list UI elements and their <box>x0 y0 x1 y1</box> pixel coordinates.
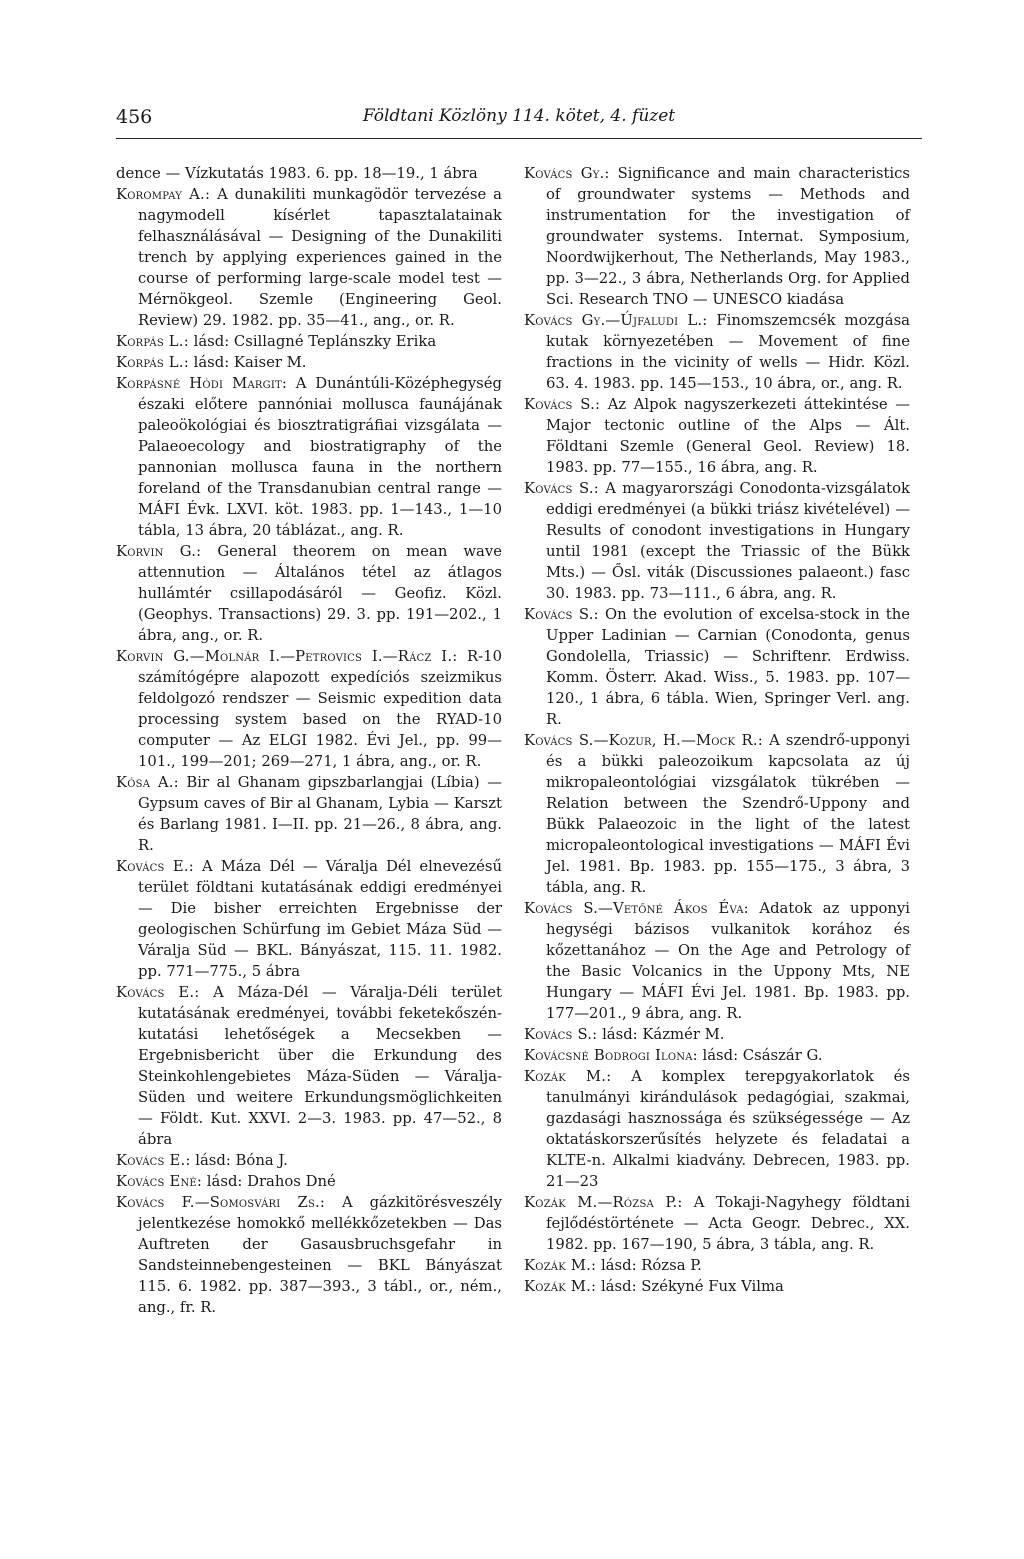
entry-text: A komplex terepgyakorlatok és tanulmányi kirándulások pedagógiai, szakmai, gazdasági hasznossága és szükségessége — Az oktatáskorszerűsítés helyzete és feladatai a KLTE-n. Alkalmi kiadvány. Debrecen, 1983. pp. 21—23 <box>546 1068 910 1190</box>
bibliography-entry <box>116 331 502 352</box>
entry-text: lásd: Kázmér M. <box>597 1026 725 1043</box>
entry-author: Kozák M.—Rózsa P.: <box>524 1194 683 1211</box>
entry-author: Kovácsné Bodrogi Ilona: <box>524 1047 698 1064</box>
entry-author: Kovács S.—Vetőné Ákos Éva: <box>524 900 749 917</box>
entry-author: Kovács F.—Somosvári Zs.: <box>116 1194 326 1211</box>
bibliography-entry <box>116 856 502 982</box>
entry-author: Korpás L.: <box>116 333 189 350</box>
entry-text: R-10 számítógépre alapozott expedíciós szeizmikus feldolgozó rendszer — Seismic expedition data processing system based on the RYAD-10 computer — Az ELGI 1982. Évi Jel., pp. 99—101., 199—201; 269—271, 1 ábra, ang., or. R. <box>138 648 502 770</box>
bibliography-entry <box>524 310 910 394</box>
entry-author: Kovács E.: <box>116 1152 191 1169</box>
bibliography-entry <box>116 352 502 373</box>
entry-text: lásd: Csillagné Teplánszky Erika <box>188 333 437 350</box>
entry-text: A Tokaji-Nagyhegy földtani fejlődéstörténete — Acta Geogr. Debrec., XX. 1982. pp. 167—190, 5 ábra, 3 tábla, ang. R. <box>546 1194 911 1253</box>
entry-text: lásd: Székyné Fux Vilma <box>596 1278 784 1295</box>
entry-text: Bir al Ghanam gipszbarlangjai (Líbia) — Gypsum caves of Bir al Ghanam, Lybia — Karszt és Barlang 1981. I—II. pp. 21—26., 8 ábra, ang. R. <box>138 774 502 854</box>
entry-author: Korompay A.: <box>116 186 211 203</box>
entry-author: Kósa A.: <box>116 774 179 791</box>
entry-text: A szendrő-upponyi és a bükki paleozoikum kapcsolata az új mikropaleontológiai vizsgálatok tükrében — Relation between the Szendrő-Uppony and Bükk Palaeozoic in the light of the latest micropaleontological investigations — MÁFI Évi Jel. 1981. Bp. 1983. pp. 155—175., 3 ábra, 3 tábla, ang. R. <box>546 732 910 896</box>
entry-text: lásd: Bóna J. <box>190 1152 288 1169</box>
entry-text: Finomszemcsék mozgása kutak környezetében — Movement of fine fractions in the vicinity of wells — Hidr. Közl. 63. 4. 1983. pp. 145—153., 10 ábra, or., ang. R. <box>546 312 910 392</box>
entry-text: On the evolution of excelsa-stock in the Upper Ladinian — Carnian (Conodonta, genus Gondolella, Triassic) — Schriftenr. Erdwiss. Komm. Österr. Akad. Wiss., 5. 1983. pp. 107—120., 1 ábra, 6 tábla. Wien, Springer Verl. ang. R. <box>546 606 910 728</box>
entry-text: lásd: Császár G. <box>697 1047 823 1064</box>
page-number: 456 <box>116 106 153 128</box>
entry-text: A gázkitörésveszély jelentkezése homokkő mellékkőzetekben — Das Auftreten der Gasausbruchsgefahr in Sandsteinnebengesteinen — BKL Bányászat 115. 6. 1982. pp. 387—393., 3 tábl., or., ném., ang., fr. R. <box>138 1194 502 1316</box>
entry-author: Kovács S.: <box>524 606 599 623</box>
bibliography-entry <box>524 604 910 730</box>
bibliography-entry <box>116 1171 502 1192</box>
bibliography-entry <box>116 646 502 772</box>
entry-text: A Dunántúli-Középhegység északi előtere pannóniai mollusca faunájának paleoökológiai és biosztratigráfiai vizsgálata — Palaeoecology and biostratigraphy of the pannonian mollusca fauna in the northern foreland of the Transdanubian central range — MÁFI Évk. LXVI. köt. 1983. pp. 1—143., 1—10 tábla, 13 ábra, 20 táblázat., ang. R. <box>138 375 503 539</box>
bibliography-entry <box>116 163 502 184</box>
entry-text: A Máza-Dél — Váralja-Déli terület kutatásának eredményei, további feketekőszén-kutatási lehetőségek a Mecsekben — Ergebnisbericht über die Erkundung des Steinkohlengebietes Máza-Süden — Váralja-Süden und weitere Erkundungsmöglichkeiten — Földt. Kut. XXVI. 2—3. 1983. pp. 47—52., 8 ábra <box>138 984 502 1148</box>
bibliography-entry <box>524 1276 910 1297</box>
bibliography-entry <box>524 478 910 604</box>
left-column <box>116 163 502 1318</box>
bibliography-entry <box>524 1024 910 1045</box>
bibliography-entry <box>524 163 910 310</box>
bibliography-entry <box>116 541 502 646</box>
entry-author: Kovács S.: <box>524 396 601 413</box>
entry-text: Adatok az upponyi hegységi bázisos vulkanitok korához és kőzettanához — On the Age and Petrology of the Basic Volcanics in the Uppony Mts, NE Hungary — MÁFI Évi Jel. 1981. Bp. 1983. pp. 177—201., 9 ábra, ang. R. <box>546 900 910 1022</box>
bibliography-entry <box>116 373 502 541</box>
bibliography-entry <box>524 1045 910 1066</box>
entry-author: Kozák M.: <box>524 1068 612 1085</box>
entry-text: A Máza Dél — Váralja Dél elnevezésű terület földtani kutatásának eddigi eredményei — Die bisher erreichten Ergebnisse der geologischen Schürfung im Gebiet Máza Süd — Váralja Süd — BKL. Bányászat, 115. 11. 1982. pp. 771—775., 5 ábra <box>138 858 502 980</box>
page-header <box>116 104 922 139</box>
right-column <box>524 163 910 1297</box>
running-title: Földtani Közlöny 114. kötet, 4. füzet <box>362 106 676 126</box>
bibliography-entry <box>116 772 502 856</box>
entry-author: Korvin G.—Molnár I.—Petrovics I.—Rácz I.: <box>116 648 458 665</box>
entry-text: Significance and main characteristics of groundwater systems — Methods and instrumentation for the investigation of groundwater systems. Internat. Symposium, Noordwijkerhout, The Netherlands, May 1983., pp. 3—22., 3 ábra, Netherlands Org. for Applied Sci. Research TNO — UNESCO kiadása <box>546 165 910 308</box>
entry-author: Korvin G.: <box>116 543 202 560</box>
bibliography-entry <box>524 1192 910 1255</box>
entry-author: Kozák M.: <box>524 1278 597 1295</box>
bibliography-entry <box>116 1150 502 1171</box>
entry-author: Kovács Gy.—Újfaludi L.: <box>524 312 708 329</box>
entry-author: Kovács E.: <box>116 984 200 1001</box>
entry-author: Korpásné Hódi Margit: <box>116 375 288 392</box>
bibliography-entry <box>524 730 910 898</box>
bibliography-entry <box>524 1255 910 1276</box>
entry-text: Az Alpok nagyszerkezeti áttekintése — Major tectonic outline of the Alps — Ált. Földtani Szemle (General Geol. Review) 18. 1983. pp. 77—155., 16 ábra, ang. R. <box>546 396 910 476</box>
entry-text: A dunakiliti munkagödör tervezése a nagymodell kísérlet tapasztalatainak felhasználásával — Designing of the Dunakiliti trench by applying experiences gained in the course of performing large-scale model test — Mérnökgeol. Szemle (Engineering Geol. Review) 29. 1982. pp. 35—41., ang., or. R. <box>138 186 502 329</box>
entry-author: Kovács S.—Kozur, H.—Mock R.: <box>524 732 763 749</box>
entry-author: Kovács Ené: <box>116 1173 203 1190</box>
entry-author: Kozák M.: <box>524 1257 597 1274</box>
entry-text: lásd: Kaiser M. <box>188 354 307 371</box>
entry-author: Korpás L.: <box>116 354 189 371</box>
entry-author: Kovács S.: <box>524 1026 598 1043</box>
bibliography-entry <box>524 1066 910 1192</box>
bibliography-entry <box>524 898 910 1024</box>
bibliography-entry <box>116 184 502 331</box>
bibliography-entry <box>116 1192 502 1318</box>
entry-text: lásd: Drahos Dné <box>202 1173 336 1190</box>
entry-author: Kovács S.: <box>524 480 599 497</box>
entry-author: Kovács Gy.: <box>524 165 610 182</box>
entry-text: dence — Vízkutatás 1983. 6. pp. 18—19., 1 ábra <box>116 165 478 182</box>
bibliography-entry <box>524 394 910 478</box>
bibliography-entry <box>116 982 502 1150</box>
entry-author: Kovács E.: <box>116 858 194 875</box>
entry-text: General theorem on mean wave attennution — Általános tétel az átlagos hullámtér csillapodásáról — Geofiz. Közl. (Geophys. Transactions) 29. 3. pp. 191—202., 1 ábra, ang., or. R. <box>138 543 502 644</box>
entry-text: A magyarországi Conodonta-vizsgálatok eddigi eredményei (a bükki triász kivételével) — Results of conodont investigations in Hungary until 1981 (except the Triassic of the Bükk Mts.) — Ősl. viták (Discussiones palaeont.) fasc 30. 1983. pp. 73—111., 6 ábra, ang. R. <box>546 480 910 602</box>
entry-text: lásd: Rózsa P. <box>596 1257 702 1274</box>
